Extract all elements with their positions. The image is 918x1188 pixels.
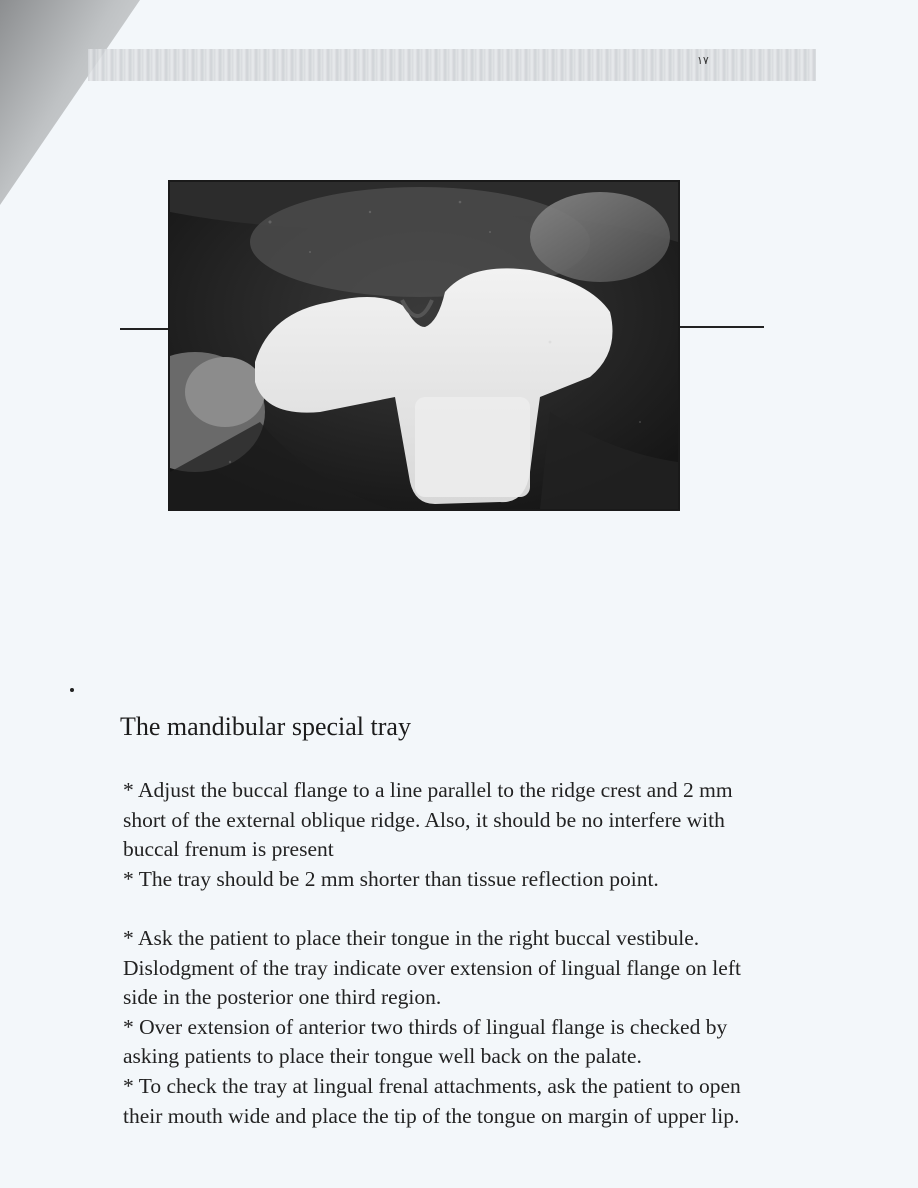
- section-title: The mandibular special tray: [120, 712, 411, 741]
- leader-line-left: [120, 328, 172, 330]
- scan-corner-shadow: [0, 0, 140, 205]
- paragraph: * Over extension of anterior two thirds of lingual flange is checked by asking patients to place their tongue well back on the palate.: [123, 1014, 728, 1069]
- clinical-photo: [168, 180, 680, 511]
- tray-in-mouth-illustration: [170, 182, 678, 509]
- leader-line-right: [678, 326, 764, 328]
- paragraph: * To check the tray at lingual frenal attachments, ask the patient to open their mouth wide and place the tip of the tongue on margin of upper lip.: [123, 1073, 741, 1128]
- page-number: ١٧: [697, 54, 709, 67]
- paragraph: * Ask the patient to place their tongue in the right buccal vestibule. Dislodgment of the tray indicate over extension of lingual flange on left side in the posterior one third region.: [123, 925, 741, 1010]
- body-text: [123, 776, 763, 1131]
- paragraph: * The tray should be 2 mm shorter than tissue reflection point.: [123, 866, 659, 891]
- stray-mark: [70, 688, 74, 692]
- paragraph: * Adjust the buccal flange to a line parallel to the ridge crest and 2 mm short of the external oblique ridge. Also, it should be no interfere with buccal frenum is present: [123, 778, 733, 862]
